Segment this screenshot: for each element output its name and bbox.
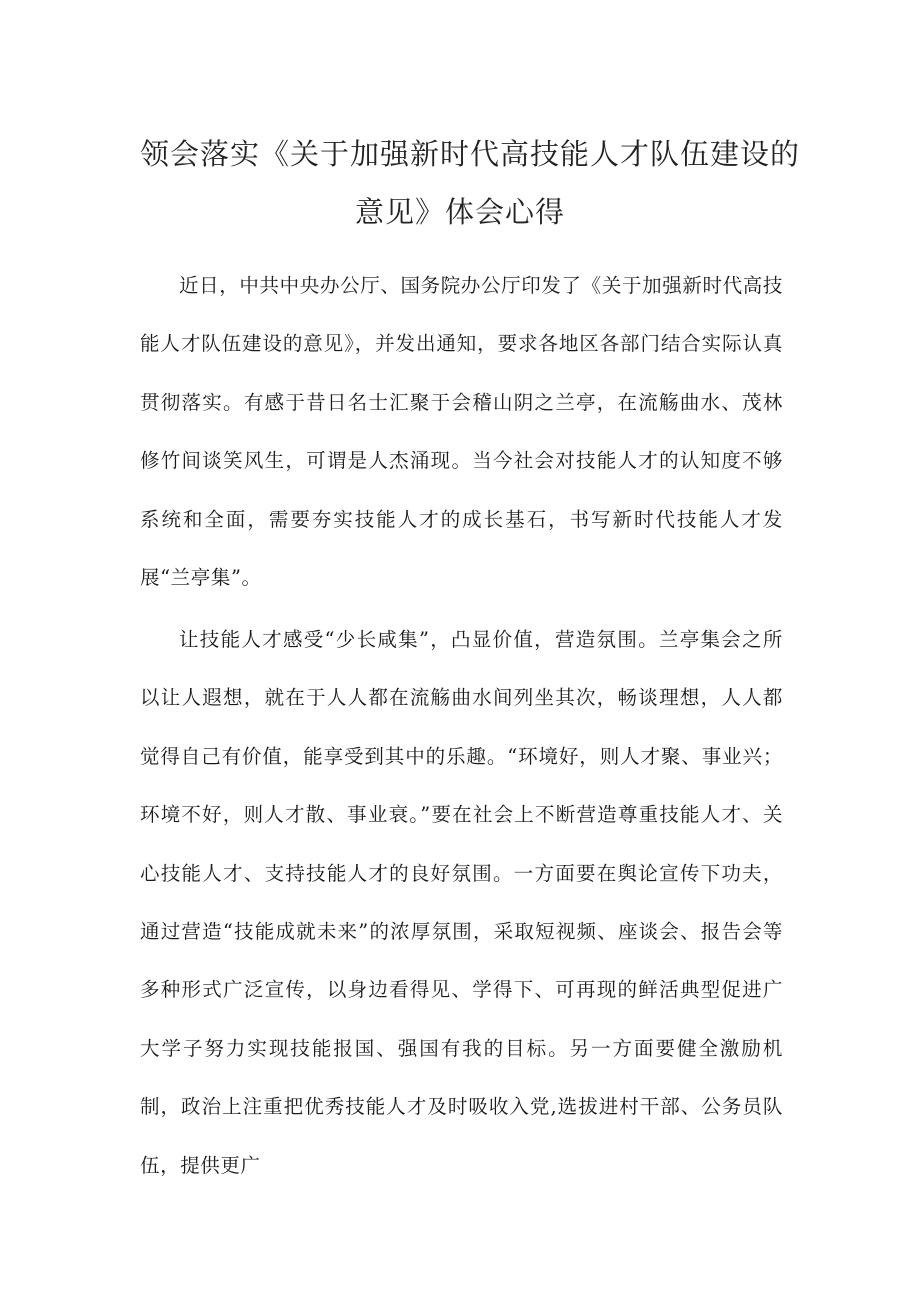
- paragraph-1: 近日，中共中央办公厅、国务院办公厅印发了《关于加强新时代高技能人才队伍建设的意见》，并发出通知，要求各地区各部门结合实际认真贯彻落实。有感于昔日名士汇聚于会稽山阴之兰亭，在流觞曲水、茂林修竹间谈笑风生，可谓是人杰涌现。当今社会对技能人才的认知度不够系统和全面，需要夯实技能人才的成长基石，书写新时代技能人才发展“兰亭集”。: [140, 274, 783, 590]
- document-title-line-2: 意见》体会心得: [354, 195, 565, 229]
- document-title-line-1: 领会落实《关于加强新时代高技能人才队伍建设的: [140, 137, 801, 171]
- paragraph-2: 让技能人才感受“少长咸集”，凸显价值，营造氛围。兰亭集会之所以让人遐想，就在于人人都在流觞曲水间列坐其次，畅谈理想，人人都觉得自己有价值，能享受到其中的乐趣。“环境好，则人才聚、事业兴；环境不好，则人才散、事业衰。”要在社会上不断营造尊重技能人才、关心技能人才、支持技能人才的良好氛围。一方面要在舆论宣传下功夫，通过营造“技能成就未来”的浓厚氛围，采取短视频、座谈会、报告会等多种形式广泛宣传，以身边看得见、学得下、可再现的鲜活典型促进广大学子努力实现技能报国、强国有我的目标。另一方面要健全激励机制，政治上注重把优秀技能人才及时吸收入党,选拔进村干部、公务员队伍，提供更广: [140, 628, 783, 1177]
